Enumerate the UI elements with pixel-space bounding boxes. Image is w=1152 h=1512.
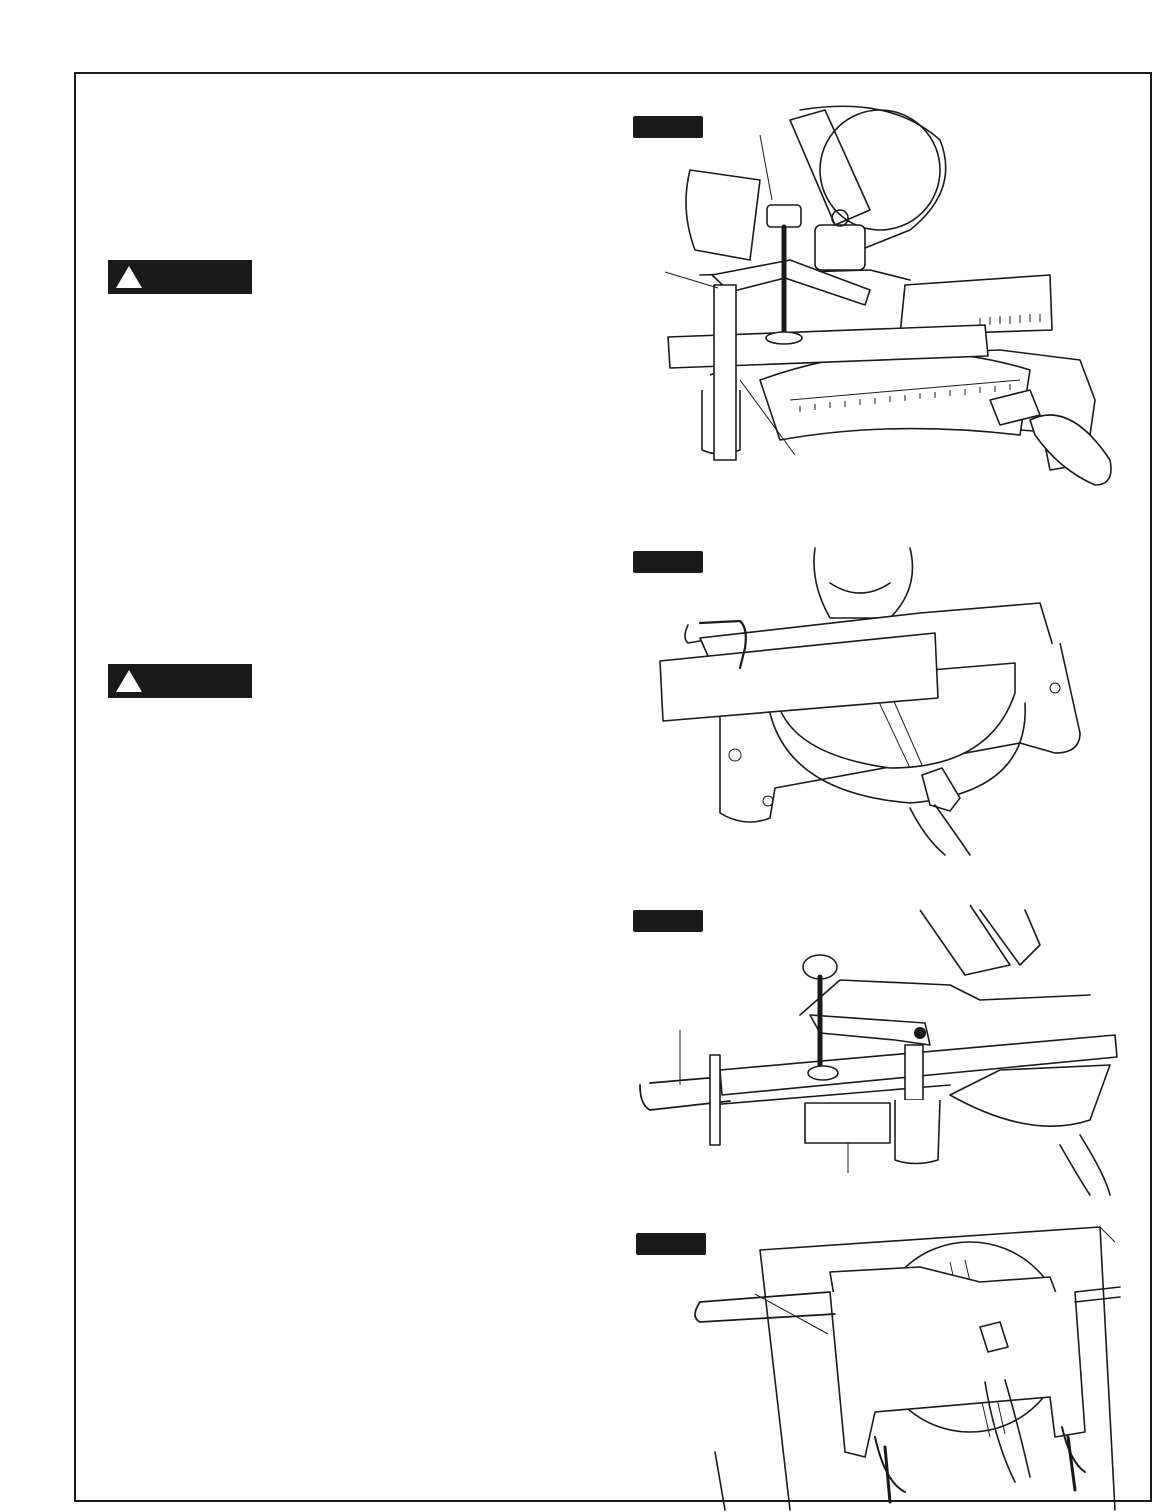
figure-1-illustration	[640, 100, 1120, 495]
warning-label-2	[108, 664, 252, 698]
figure-4-illustration	[690, 1222, 1120, 1510]
warning-triangle-icon	[114, 668, 144, 694]
figure-3-illustration	[620, 905, 1120, 1200]
figure-2-illustration	[660, 543, 1120, 858]
warning-label-1	[108, 260, 252, 294]
warning-triangle-icon	[114, 264, 144, 290]
